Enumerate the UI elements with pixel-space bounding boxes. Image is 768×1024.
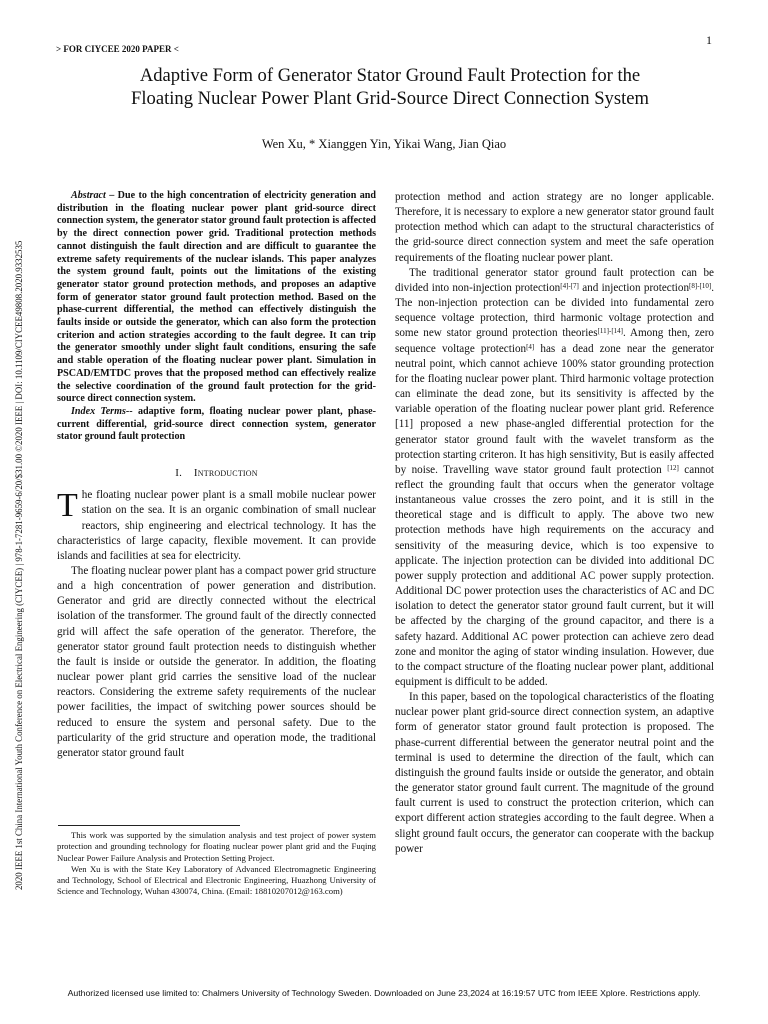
- footnote-divider: [58, 825, 240, 826]
- title-line-2: Floating Nuclear Power Plant Grid-Source Direct Connection System: [131, 88, 649, 109]
- abstract-dash: –: [105, 190, 118, 201]
- intro-paragraph-2: The floating nuclear power plant has a compact power grid structure and a high concentration of power generation and distribution. Generator and grid are directly connected without the electrical isolation of the transformer. The ground fault of the directly connected grid will affect the safe operation of the generator. Therefore, the generator stator ground fault protection needs to distinguish whether the fault is inside or outside the generator. In addition, the floating nuclear power plant grid carries the sensitive load of the nuclear reactors. Considering the extreme safety requirements of the nuclear power facilities, the impact of switching power sources should be reduced to ensure the system and personal safety. Due to the particularity of the grid structure and operation mode, the traditional generator stator ground fault: [57, 565, 377, 759]
- footnote-funding: This work was supported by the simulation analysis and test project of power system protection and grounding technology for floating nuclear power plant grid and the Fuqing Nuclear Power Failure Analysis and Protection Setting Project.: [57, 830, 376, 863]
- title-line-1: Adaptive Form of Generator Stator Ground Fault Protection for the: [139, 65, 641, 86]
- right-paragraph-1: protection method and action strategy are no longer applicable. Therefore, it is necessary to explore a new generator stator ground fault protection method which can adapt to the structural characteristics of the grid-source direct connection system and meet the safe operation requirements of the floating nuclear power plant.: [395, 191, 714, 264]
- access-notice: Authorized licensed use limited to: Chalmers University of Technology Sweden. Downloaded on June 23,2024 at 16:19:57 UTC from IEEE Xplore. Restrictions apply.: [67, 988, 701, 998]
- doi-side-banner: 2020 IEEE 1st China International Youth Conference on Electrical Engineering (CIYCEE) | 978-1-7281-9659-6/20/$31.00 ©2020 IEEE | DOI: 10.1109/CIYCEE49808.2020.9332535: [14, 240, 24, 890]
- abstract-text: Due to the high concentration of electricity generation and distribution in the floating nuclear power plant grid-source direct connection system, the generator stator ground fault protection is affected by the direct connection power grid. Traditional protection methods cannot distinguish the fault direction and are difficult to guarantee the extreme safety requirements of the nuclear islands. This paper analyzes the system ground fault, points out the limitations of the existing generator stator ground protection methods, and proposes an adaptive form of generator stator ground fault protection method. Based on the phase-current differential, the method can effectively distinguish the faults inside or outside the generator, which can also form the protection criterion and action strategies according to the fault degree. It can trip the generator smoothly under slight fault conditions, ensuring the safe and stable operation of the floating nuclear power plant. Simulation in PSCAD/EMTDC proves that the proposed method can effectively realize the selective coordination of the ground fault protection for the grid-source direct connection system.: [57, 190, 377, 405]
- right-column: [395, 190, 714, 857]
- index-terms-label: Index Terms: [71, 405, 126, 417]
- author-list: Wen Xu, * Xianggen Yin, Yikai Wang, Jian Qiao: [261, 137, 507, 151]
- intro-paragraph-1: [57, 488, 376, 564]
- drop-cap: T: [57, 487, 78, 525]
- right-paragraph-2: [395, 266, 714, 690]
- text-span: and injection protection: [578, 281, 690, 294]
- citation: [4]-[7]: [560, 281, 579, 290]
- text-span: . Among then, zero sequence voltage protection: [395, 327, 714, 355]
- citation: [12]: [667, 463, 679, 472]
- intro-paragraph-1-text: he floating nuclear power plant is a small mobile nuclear power station on the sea. It is an organic combination of small nuclear reactors, ship engineering and electrical technology. It has the characteristics of large capacity, flexible movement. It can provide islands and facilities at sea for electricity.: [57, 489, 376, 562]
- text-span: cannot reflect the grounding fault that occurs when the generator voltage instantaneous value crosses the zero point, and it is still in the theoretical stage and is difficult to apply. The above two new protection methods have high requirements on the accuracy and sensitivity of the measuring device, which is too expensive to applicate. The injection protection can be divided into additional DC power supply protection and additional AC power supply protection. Additional DC power protection uses the characteristics of AC and DC isolation to detect the generator stator ground fault current, but it will be affected by the charging of the ground capacitor, and there is a safety hazard. Additional AC power protection can achieve zero dead zone and monitor the aging of stator winding insulation. However, due to the compact structure of the floating nuclear power plant, additional equipment is difficult to be added.: [395, 463, 714, 688]
- index-terms-text: adaptive form, floating nuclear power plant, phase-current differential, grid-source direct connection system, generator stator ground fault protection: [57, 405, 376, 443]
- text-span: has a dead zone near the generator neutral point, which cannot achieve 100% stator grounding protection for the floating nuclear power plant. Third harmonic voltage protection can eliminate the dead zone, but its sensitivity is affected by the variable operation of the floating nuclear power plant grid. Reference [11] proposed a new phase-angled differential protection for the generator stator ground fault with the wavelet transform as the protection starting criteron. It has high sensitivity, But is easily affected by noise. Travelling wave stator ground fault protection: [395, 342, 714, 476]
- citation: [8]-[10]: [689, 281, 712, 290]
- footnotes: [57, 830, 376, 898]
- section-title: Introduction: [193, 467, 258, 480]
- left-column: [57, 190, 376, 761]
- citation: [4]: [526, 342, 535, 351]
- citation: [11]-[14]: [597, 327, 623, 336]
- conference-header-tag: > FOR CIYCEE 2020 PAPER <: [56, 44, 179, 54]
- section-numeral: I.: [175, 467, 183, 480]
- index-terms-dash: --: [125, 405, 138, 417]
- footnote-affiliation: Wen Xu is with the State Key Laboratory of Advanced Electromagnetic Engineering and Technology, School of Electrical and Electronic Engineering, Huazhong University of Science and Technology, Wuhan 430074, China. (Email: 18810207012@163.com): [57, 863, 376, 897]
- abstract: [57, 190, 376, 406]
- page-number: 1: [706, 33, 712, 47]
- right-paragraph-3: In this paper, based on the topological characteristics of the floating nuclear power plant grid-source direct connection system, an adaptive form of generator stator ground fault protection is proposed. The phase-current differential between the generator neutral point and the terminal is used to determine the direction of the fault, which can distinguish the ground faults inside or outside the generator, and obtain the generator stator ground fault current. The magnitude of the ground fault current is used to construct the protection criterion, which can export different action strategies according to the fault degree. When a slight ground fault occurs, the generator can cooperate with the backup power: [395, 691, 714, 855]
- paper-title: [40, 64, 740, 110]
- abstract-label: Abstract: [71, 190, 106, 201]
- text-span: The traditional generator stator ground fault protection can be divided into non-injection protection: [395, 266, 714, 294]
- index-terms: [57, 406, 376, 444]
- section-heading-introduction: [57, 466, 376, 481]
- text-span: . The non-injection protection can be divided into fundamental zero sequence voltage protection, third harmonic voltage protection and some new stator ground protection theories: [395, 281, 714, 340]
